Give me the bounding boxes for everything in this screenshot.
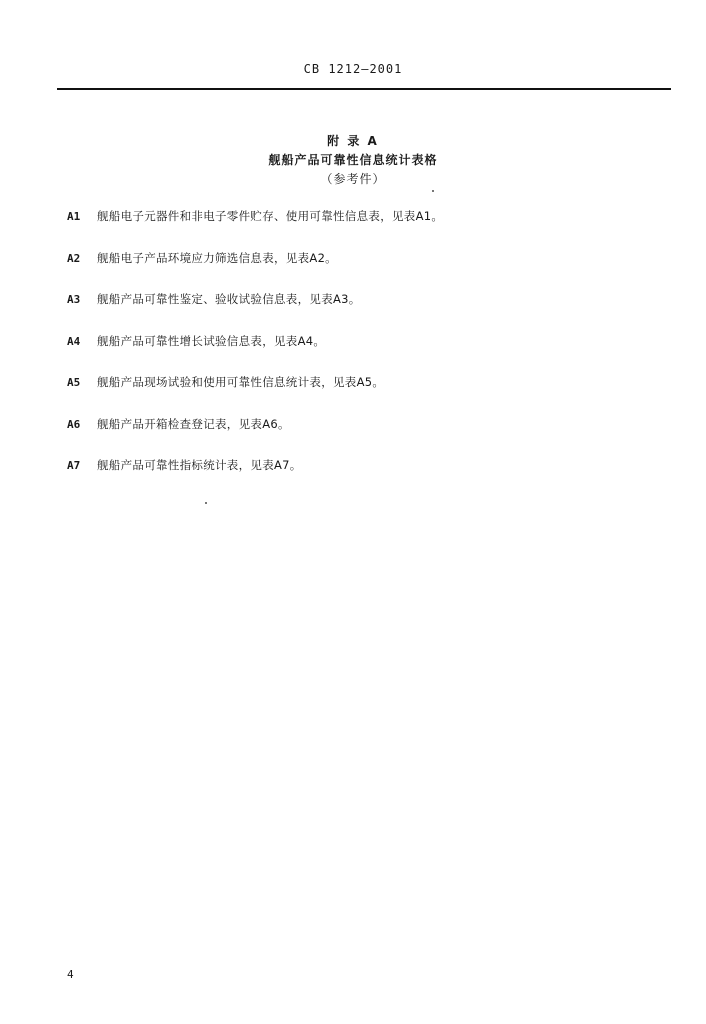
list-item [67, 209, 667, 251]
list-item [67, 375, 667, 417]
document-code: CB 1212—2001 [303, 62, 403, 76]
page-number: 4 [67, 968, 74, 981]
item-text: 舰船电子产品环境应力筛选信息表，见表A2。 [97, 250, 337, 265]
item-text: 舰船产品现场试验和使用可靠性信息统计表，见表A5。 [97, 375, 385, 389]
header-rule [57, 88, 671, 90]
scan-speck [205, 502, 207, 504]
appendix-title: 舰船产品可靠性信息统计表格 [268, 153, 438, 167]
item-text: 舰船电子元器件和非电子零件贮存、使用可靠性信息表，见表A1。 [97, 209, 444, 223]
item-number: A1 [67, 210, 81, 223]
scan-speck [432, 190, 434, 192]
list-item [67, 292, 667, 334]
list-item [67, 251, 667, 293]
item-number: A7 [67, 459, 81, 472]
appendix-note: （参考件） [320, 172, 386, 186]
list-item [67, 458, 667, 500]
item-number: A4 [67, 334, 81, 348]
item-text: 舰船产品可靠性指标统计表，见表A7。 [97, 458, 302, 472]
list-item [67, 417, 667, 459]
appendix-item-list [67, 209, 667, 500]
item-text: 舰船产品可靠性鉴定、验收试验信息表，见表A3。 [97, 292, 361, 306]
item-text: 舰船产品可靠性增长试验信息表，见表A4。 [97, 333, 326, 348]
item-number: A5 [67, 376, 81, 389]
item-number: A6 [67, 417, 81, 431]
item-number: A2 [67, 251, 81, 265]
item-number: A3 [67, 293, 81, 306]
appendix-label: 附 录 A [327, 134, 379, 148]
list-item [67, 334, 667, 376]
item-text: 舰船产品开箱检查登记表，见表A6。 [97, 416, 290, 431]
